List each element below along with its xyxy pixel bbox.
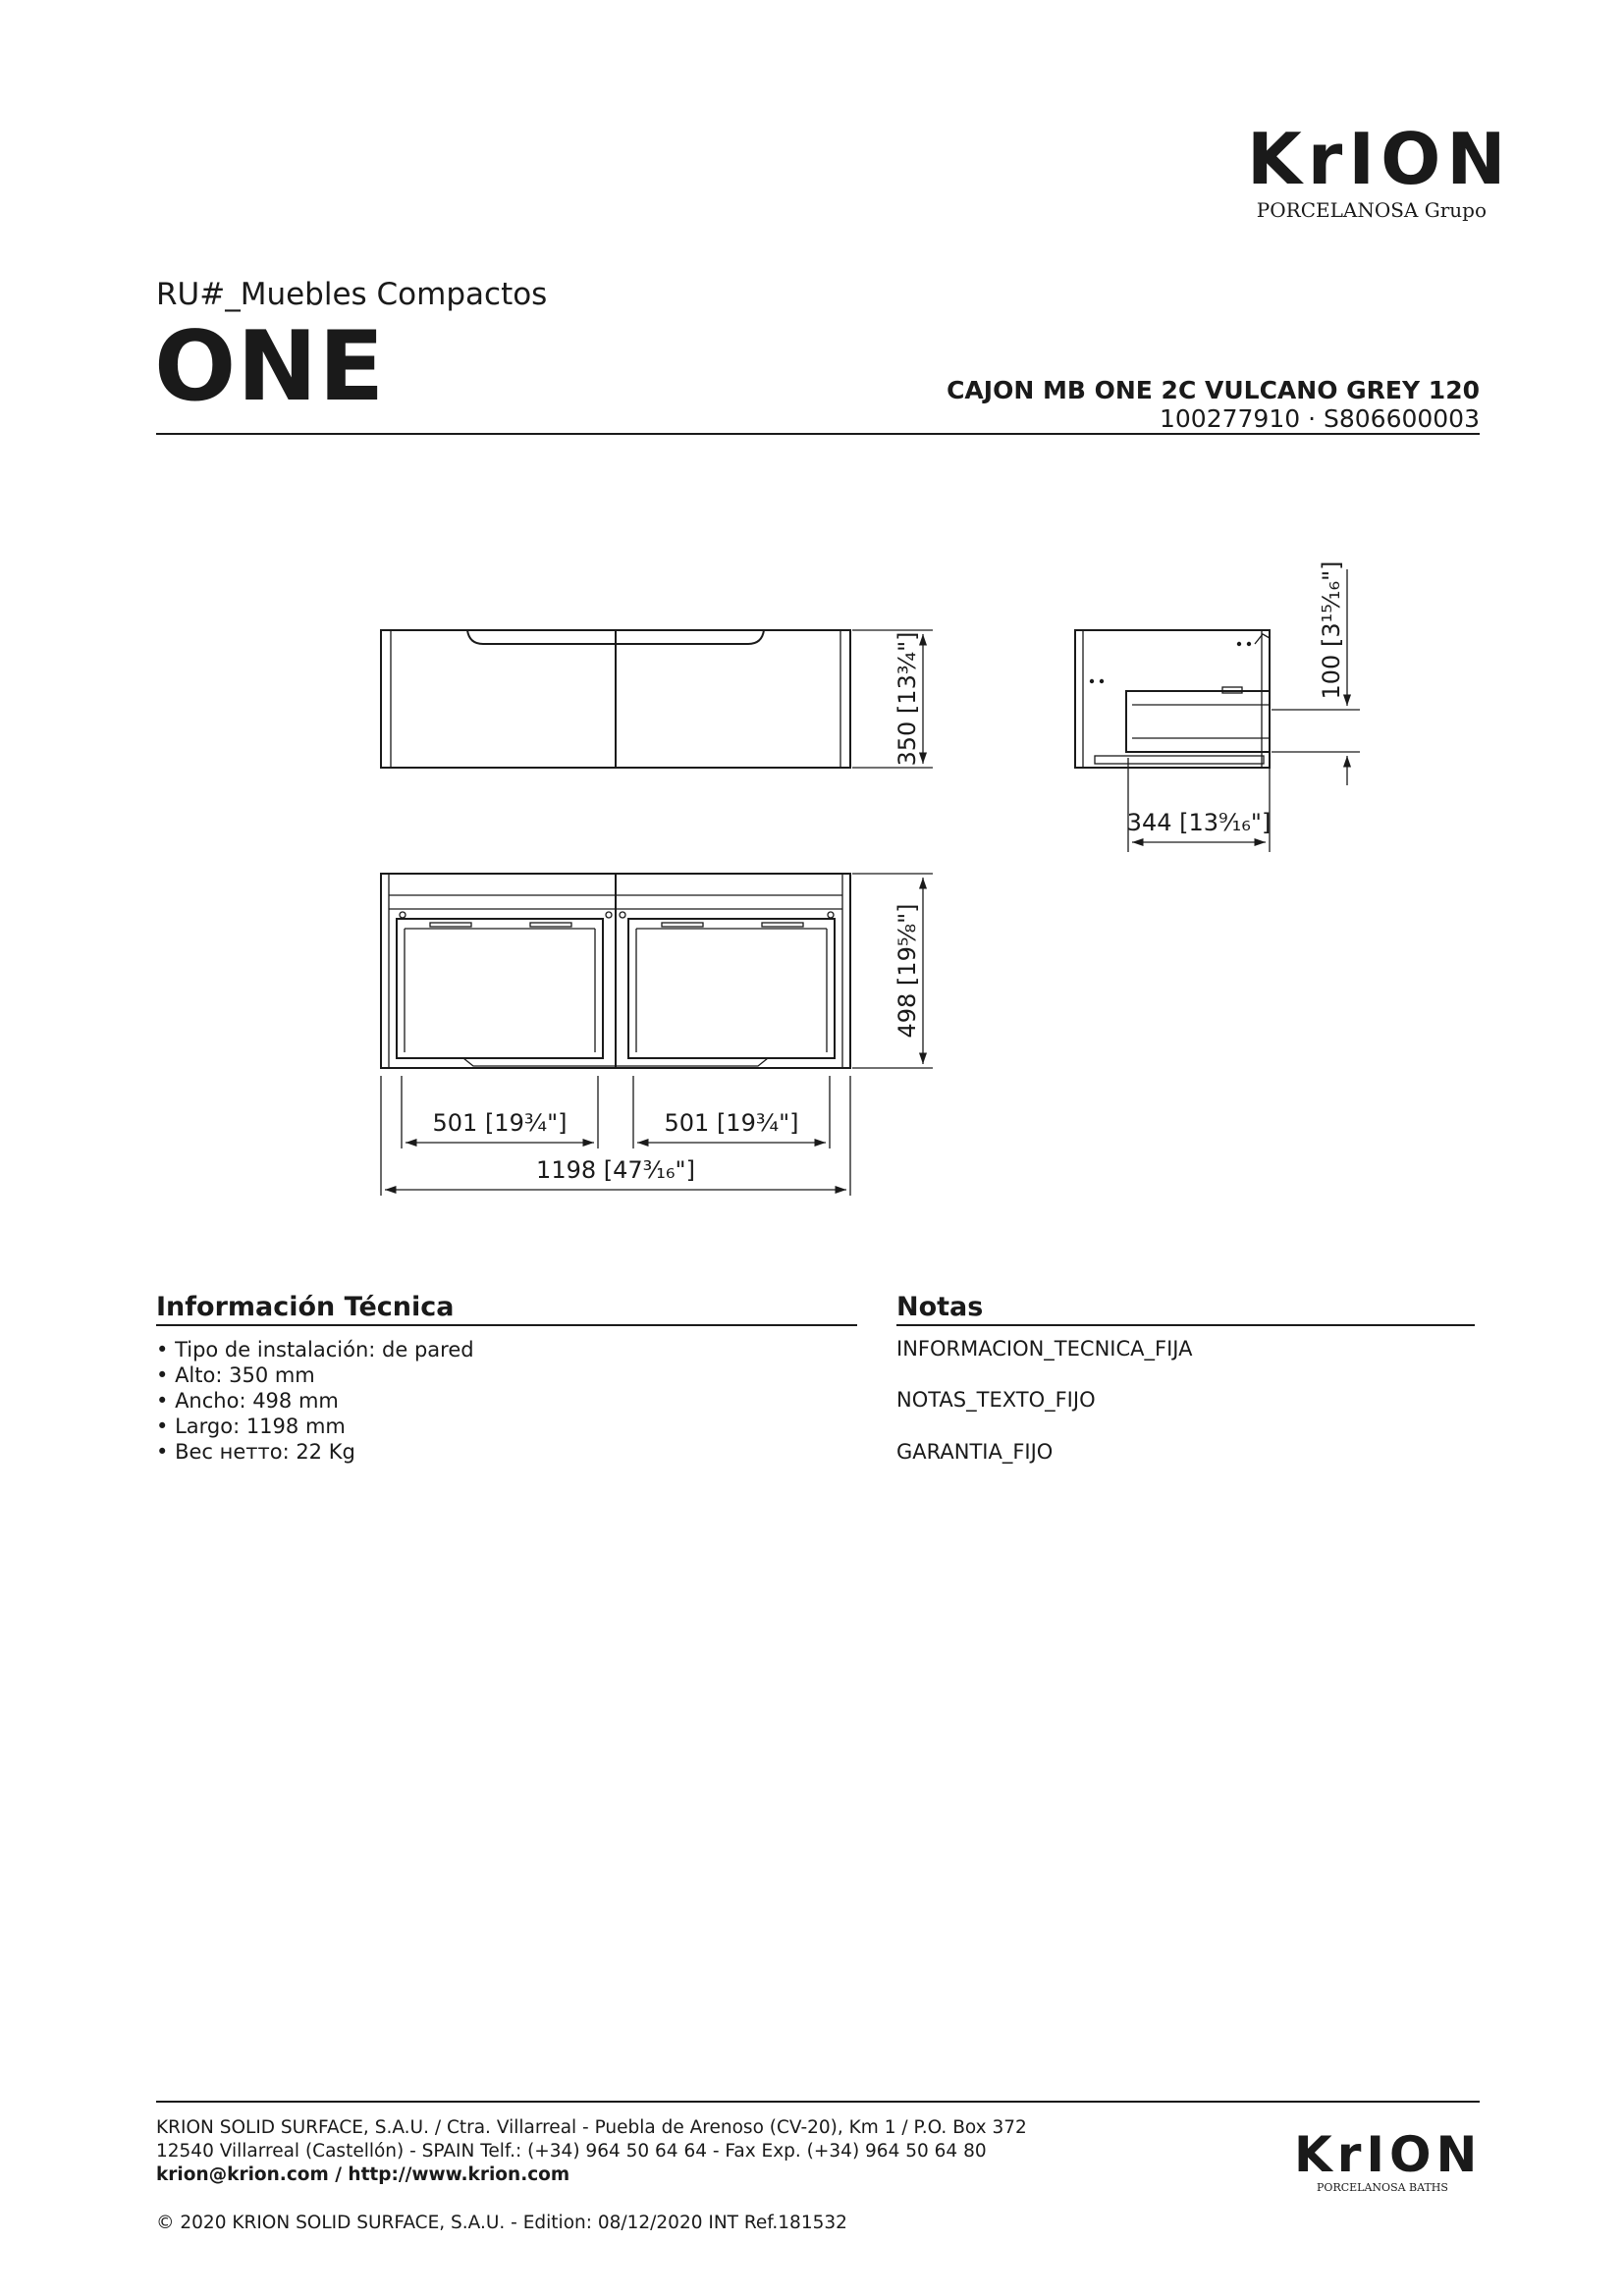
dim-drawer-left: 501 [19¾"] [432, 1109, 568, 1137]
spec-width: • Ancho: 498 mm [156, 1388, 474, 1414]
notes-divider [896, 1324, 1475, 1326]
note-technical-info: INFORMACION_TECNICA_FIJA [896, 1337, 1193, 1361]
series-title: ONE [154, 311, 386, 423]
product-codes: 100277910 · S806600003 [1159, 404, 1480, 433]
note-warranty: GARANTIA_FIJO [896, 1440, 1054, 1464]
footer-contact-line: 12540 Villarreal (Castellón) - SPAIN Telf.: (+34) 964 50 64 64 - Fax Exp. (+34) 964 50 64 80 [156, 2141, 987, 2162]
side-section [1075, 561, 1360, 852]
footer-logo-wordmark: KrION [1294, 2126, 1483, 2183]
footer-divider [156, 2101, 1480, 2103]
spec-height: • Alto: 350 mm [156, 1362, 474, 1388]
spec-net-weight: • Вес нетто: 22 Kg [156, 1439, 474, 1465]
notes-title: Notas [896, 1292, 984, 1322]
dim-drawer-right: 501 [19¾"] [664, 1109, 799, 1137]
dim-side-top: 100 [3¹⁵⁄₁₆"] [1318, 561, 1345, 700]
dim-front-height: 350 [13¾"] [893, 631, 921, 767]
footer-company-line: KRION SOLID SURFACE, S.A.U. / Ctra. Villarreal - Puebla de Arenoso (CV-20), Km 1 / P.O. Box 372 [156, 2117, 1027, 2138]
dim-total-width: 1198 [47³⁄₁₆"] [536, 1156, 695, 1184]
technical-info-divider [156, 1324, 857, 1326]
logo-wordmark: KrION [1247, 118, 1512, 200]
technical-info-title: Información Técnica [156, 1292, 455, 1322]
note-notes-text: NOTAS_TEXTO_FIJO [896, 1388, 1096, 1412]
footer-logo-tagline: PORCELANOSA BATHS [1317, 2181, 1448, 2194]
logo-tagline: PORCELANOSA Grupo [1256, 198, 1487, 222]
front-elevation [381, 630, 933, 768]
dim-side-depth: 344 [13⁹⁄₁₆"] [1126, 809, 1272, 836]
technical-spec-list [156, 1337, 474, 1465]
dim-plan-depth: 498 [19⅝"] [893, 903, 921, 1039]
footer-logo [1294, 2126, 1483, 2194]
footer-address [156, 2116, 1027, 2187]
plan-view [381, 874, 933, 1196]
spec-length: • Largo: 1198 mm [156, 1414, 474, 1439]
category-label: RU#_Muebles Compactos [156, 277, 548, 312]
spec-installation: • Tipo de instalación: de pared [156, 1337, 474, 1362]
footer-copyright: © 2020 KRION SOLID SURFACE, S.A.U. - Edition: 08/12/2020 INT Ref.181532 [156, 2213, 847, 2233]
product-name: CAJON MB ONE 2C VULCANO GREY 120 [947, 376, 1480, 404]
footer-web-line[interactable]: krion@krion.com / http://www.krion.com [156, 2164, 570, 2185]
